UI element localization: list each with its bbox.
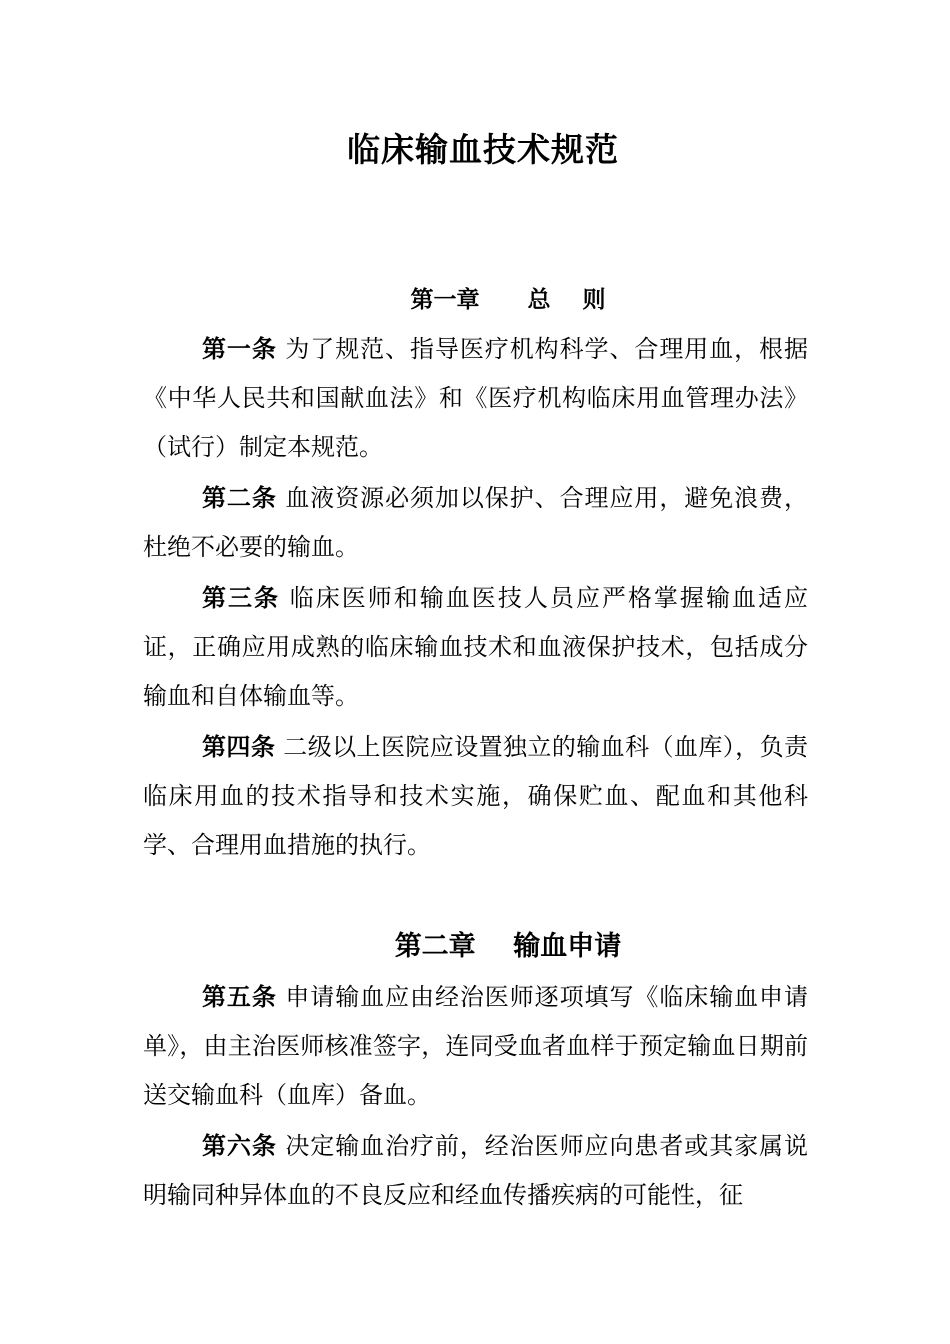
article-label: 第一条 xyxy=(202,335,277,363)
article-text: 为了规范、指导医疗机构科学、合理用血，根据《中华人民共和国献血法》和《医疗机构临床用血管理办法》（试行）制定本规范。 xyxy=(143,335,808,461)
article-label: 第二条 xyxy=(202,484,277,512)
article-text: 血液资源必须加以保护、合理应用，避免浪费，杜绝不必要的输血。 xyxy=(143,484,808,561)
chapter-heading-1: 第一章 总 则 xyxy=(410,287,606,313)
article-label: 第三条 xyxy=(202,584,281,612)
document-title: 临床输血技术规范 xyxy=(347,130,619,169)
article-text: 申请输血应由经治医师逐项填写《临床输血申请单》，由主治医师核准签字，连同受血者血样于预定输血日期前送交输血科（血库）备血。 xyxy=(143,983,808,1109)
article-1 xyxy=(143,325,808,472)
article-label: 第四条 xyxy=(202,733,276,761)
article-label: 第六条 xyxy=(202,1132,277,1160)
article-text: 二级以上医院应设置独立的输血科（血库），负责临床用血的技术指导和技术实施，确保贮血、配血和其他科学、合理用血措施的执行。 xyxy=(143,733,808,859)
article-3 xyxy=(143,574,808,721)
article-text: 临床医师和输血医技人员应严格掌握输血适应证，正确应用成熟的临床输血技术和血液保护技术，包括成分输血和自体输血等。 xyxy=(143,584,808,710)
article-5 xyxy=(143,973,808,1120)
article-4 xyxy=(143,723,808,870)
article-text: 决定输血治疗前，经治医师应向患者或其家属说明输同种异体血的不良反应和经血传播疾病的可能性，征 xyxy=(143,1132,808,1209)
chapter-heading-2: 第二章 输血申请 xyxy=(394,931,622,962)
article-6 xyxy=(143,1122,808,1220)
article-2 xyxy=(143,474,808,572)
article-label: 第五条 xyxy=(202,983,277,1011)
